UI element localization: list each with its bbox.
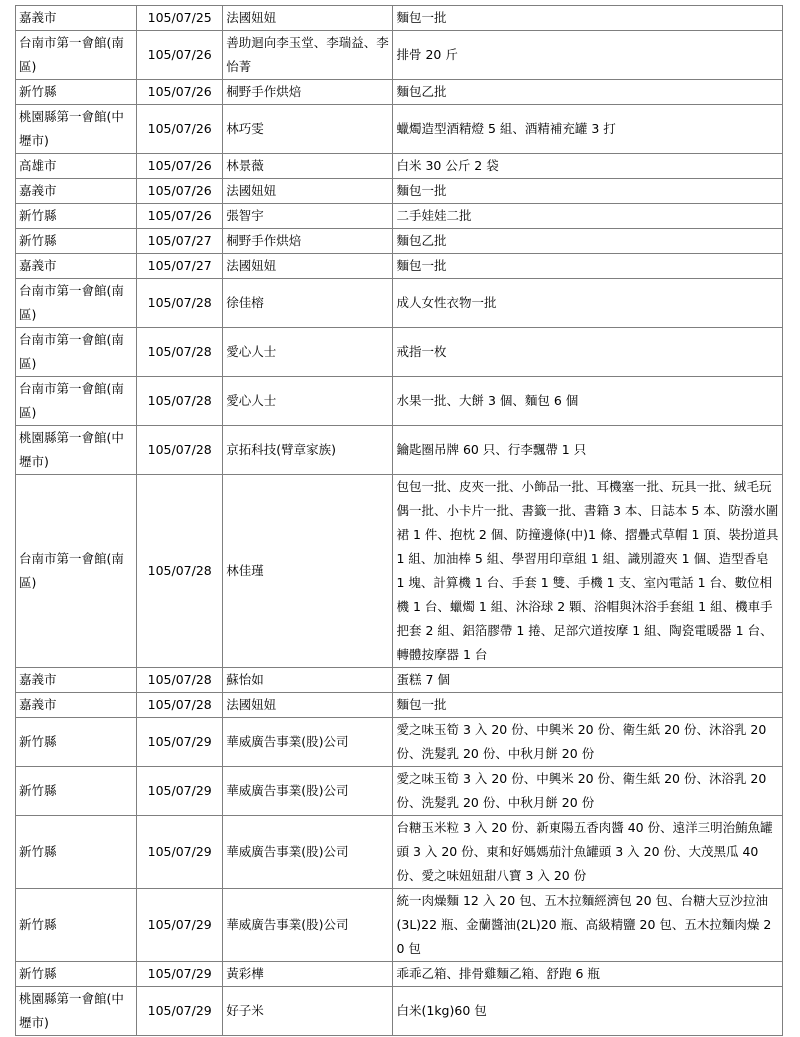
- donor-cell: 林景薇: [223, 154, 393, 179]
- date-cell: 105/07/27: [137, 254, 223, 279]
- item-cell: 蠟燭造型酒精燈 5 組、酒精補充罐 3 打: [393, 105, 783, 154]
- table-row: [16, 179, 783, 204]
- donor-cell: 愛心人士: [223, 377, 393, 426]
- donor-cell: 桐野手作烘焙: [223, 80, 393, 105]
- date-cell: 105/07/28: [137, 279, 223, 328]
- table-row: [16, 80, 783, 105]
- table-row: [16, 426, 783, 475]
- area-cell: 桃園縣第一會館(中壢市): [16, 426, 137, 475]
- table-row: [16, 475, 783, 668]
- area-cell: 新竹縣: [16, 229, 137, 254]
- area-cell: 新竹縣: [16, 962, 137, 987]
- donor-cell: 蘇怡如: [223, 668, 393, 693]
- area-cell: 桃園縣第一會館(中壢市): [16, 987, 137, 1036]
- area-cell: 新竹縣: [16, 816, 137, 889]
- date-cell: 105/07/26: [137, 154, 223, 179]
- area-cell: 台南市第一會館(南區): [16, 328, 137, 377]
- date-cell: 105/07/25: [137, 6, 223, 31]
- area-cell: 新竹縣: [16, 204, 137, 229]
- area-cell: 新竹縣: [16, 767, 137, 816]
- item-cell: 麵包一批: [393, 6, 783, 31]
- date-cell: 105/07/28: [137, 426, 223, 475]
- date-cell: 105/07/29: [137, 987, 223, 1036]
- item-cell: 麵包一批: [393, 254, 783, 279]
- area-cell: 台南市第一會館(南區): [16, 377, 137, 426]
- table-row: [16, 816, 783, 889]
- donor-cell: 法國妞妞: [223, 693, 393, 718]
- table-row: [16, 204, 783, 229]
- table-row: [16, 105, 783, 154]
- item-cell: 乖乖乙箱、排骨雞麵乙箱、舒跑 6 瓶: [393, 962, 783, 987]
- donor-cell: 林佳瑾: [223, 475, 393, 668]
- date-cell: 105/07/29: [137, 718, 223, 767]
- date-cell: 105/07/29: [137, 767, 223, 816]
- area-cell: 台南市第一會館(南區): [16, 475, 137, 668]
- item-cell: 麵包乙批: [393, 229, 783, 254]
- item-cell: 鑰匙圈吊牌 60 只、行李飄帶 1 只: [393, 426, 783, 475]
- area-cell: 台南市第一會館(南區): [16, 31, 137, 80]
- date-cell: 105/07/26: [137, 80, 223, 105]
- area-cell: 新竹縣: [16, 889, 137, 962]
- item-cell: 戒指一枚: [393, 328, 783, 377]
- area-cell: 台南市第一會館(南區): [16, 279, 137, 328]
- item-cell: 台糖玉米粒 3 入 20 份、新東陽五香肉醬 40 份、遠洋三明治鮪魚罐頭 3 入 20 份、東和好媽媽茄汁魚罐頭 3 入 20 份、大茂黑瓜 40 份、愛之味妞妞甜八寶 3 入 20 份: [393, 816, 783, 889]
- table-row: [16, 377, 783, 426]
- item-cell: 蛋糕 7 個: [393, 668, 783, 693]
- table-row: [16, 6, 783, 31]
- date-cell: 105/07/29: [137, 889, 223, 962]
- table-row: [16, 229, 783, 254]
- donor-cell: 法國妞妞: [223, 6, 393, 31]
- table-row: [16, 279, 783, 328]
- area-cell: 新竹縣: [16, 718, 137, 767]
- donor-cell: 張智宇: [223, 204, 393, 229]
- table-row: [16, 254, 783, 279]
- table-row: [16, 962, 783, 987]
- donor-cell: 徐佳榕: [223, 279, 393, 328]
- item-cell: 麵包乙批: [393, 80, 783, 105]
- date-cell: 105/07/29: [137, 816, 223, 889]
- date-cell: 105/07/26: [137, 31, 223, 80]
- item-cell: 統一肉燥麵 12 入 20 包、五木拉麵經濟包 20 包、台糖大豆沙拉油(3L)22 瓶、金蘭醬油(2L)20 瓶、高級精鹽 20 包、五木拉麵肉燥 20 包: [393, 889, 783, 962]
- donor-cell: 好子米: [223, 987, 393, 1036]
- table-row: [16, 767, 783, 816]
- donation-table-body: [16, 6, 783, 1036]
- area-cell: 嘉義市: [16, 668, 137, 693]
- area-cell: 桃園縣第一會館(中壢市): [16, 105, 137, 154]
- item-cell: 白米 30 公斤 2 袋: [393, 154, 783, 179]
- table-row: [16, 668, 783, 693]
- area-cell: 嘉義市: [16, 6, 137, 31]
- date-cell: 105/07/28: [137, 668, 223, 693]
- item-cell: 排骨 20 斤: [393, 31, 783, 80]
- table-row: [16, 718, 783, 767]
- donor-cell: 善助迴向李玉堂、李瑞益、李怡菁: [223, 31, 393, 80]
- item-cell: 麵包一批: [393, 179, 783, 204]
- donor-cell: 愛心人士: [223, 328, 393, 377]
- item-cell: 成人女性衣物一批: [393, 279, 783, 328]
- table-row: [16, 987, 783, 1036]
- donor-cell: 京拓科技(臂章家族): [223, 426, 393, 475]
- item-cell: 水果一批、大餅 3 個、麵包 6 個: [393, 377, 783, 426]
- table-row: [16, 328, 783, 377]
- donor-cell: 華威廣告事業(股)公司: [223, 889, 393, 962]
- date-cell: 105/07/27: [137, 229, 223, 254]
- donation-table: [15, 5, 783, 1036]
- table-row: [16, 693, 783, 718]
- date-cell: 105/07/26: [137, 204, 223, 229]
- donor-cell: 林巧雯: [223, 105, 393, 154]
- donor-cell: 黃彩樺: [223, 962, 393, 987]
- item-cell: 愛之味玉筍 3 入 20 份、中興米 20 份、衛生紙 20 份、沐浴乳 20 份、洗髮乳 20 份、中秋月餅 20 份: [393, 767, 783, 816]
- date-cell: 105/07/28: [137, 693, 223, 718]
- donor-cell: 華威廣告事業(股)公司: [223, 767, 393, 816]
- area-cell: 嘉義市: [16, 254, 137, 279]
- table-row: [16, 31, 783, 80]
- date-cell: 105/07/26: [137, 179, 223, 204]
- area-cell: 嘉義市: [16, 693, 137, 718]
- date-cell: 105/07/29: [137, 962, 223, 987]
- table-row: [16, 154, 783, 179]
- item-cell: 白米(1kg)60 包: [393, 987, 783, 1036]
- item-cell: 包包一批、皮夾一批、小飾品一批、耳機塞一批、玩具一批、絨毛玩偶一批、小卡片一批、書籤一批、書籍 3 本、日誌本 5 本、防潑水圍裙 1 件、抱枕 2 個、防撞邊條(中)1 條、摺疊式草帽 1 頂、裝扮道具 1 組、加油棒 5 組、學習用印章組 1 組、識別證夾 1 個、造型香皂 1 塊、計算機 1 台、手套 1 雙、手機 1 支、室內電話 1 台、數位相機 1 台、蠟燭 1 組、沐浴球 2 顆、浴帽與沐浴手套組 1 組、機車手把套 2 組、鋁箔膠帶 1 捲、足部穴道按摩 1 組、陶瓷電暖器 1 台、轉體按摩器 1 台: [393, 475, 783, 668]
- donor-cell: 法國妞妞: [223, 179, 393, 204]
- date-cell: 105/07/28: [137, 475, 223, 668]
- date-cell: 105/07/26: [137, 105, 223, 154]
- area-cell: 新竹縣: [16, 80, 137, 105]
- donor-cell: 法國妞妞: [223, 254, 393, 279]
- date-cell: 105/07/28: [137, 328, 223, 377]
- item-cell: 麵包一批: [393, 693, 783, 718]
- table-row: [16, 889, 783, 962]
- date-cell: 105/07/28: [137, 377, 223, 426]
- item-cell: 愛之味玉筍 3 入 20 份、中興米 20 份、衛生紙 20 份、沐浴乳 20 份、洗髮乳 20 份、中秋月餅 20 份: [393, 718, 783, 767]
- donor-cell: 華威廣告事業(股)公司: [223, 718, 393, 767]
- area-cell: 嘉義市: [16, 179, 137, 204]
- donor-cell: 華威廣告事業(股)公司: [223, 816, 393, 889]
- area-cell: 高雄市: [16, 154, 137, 179]
- donor-cell: 桐野手作烘焙: [223, 229, 393, 254]
- item-cell: 二手娃娃二批: [393, 204, 783, 229]
